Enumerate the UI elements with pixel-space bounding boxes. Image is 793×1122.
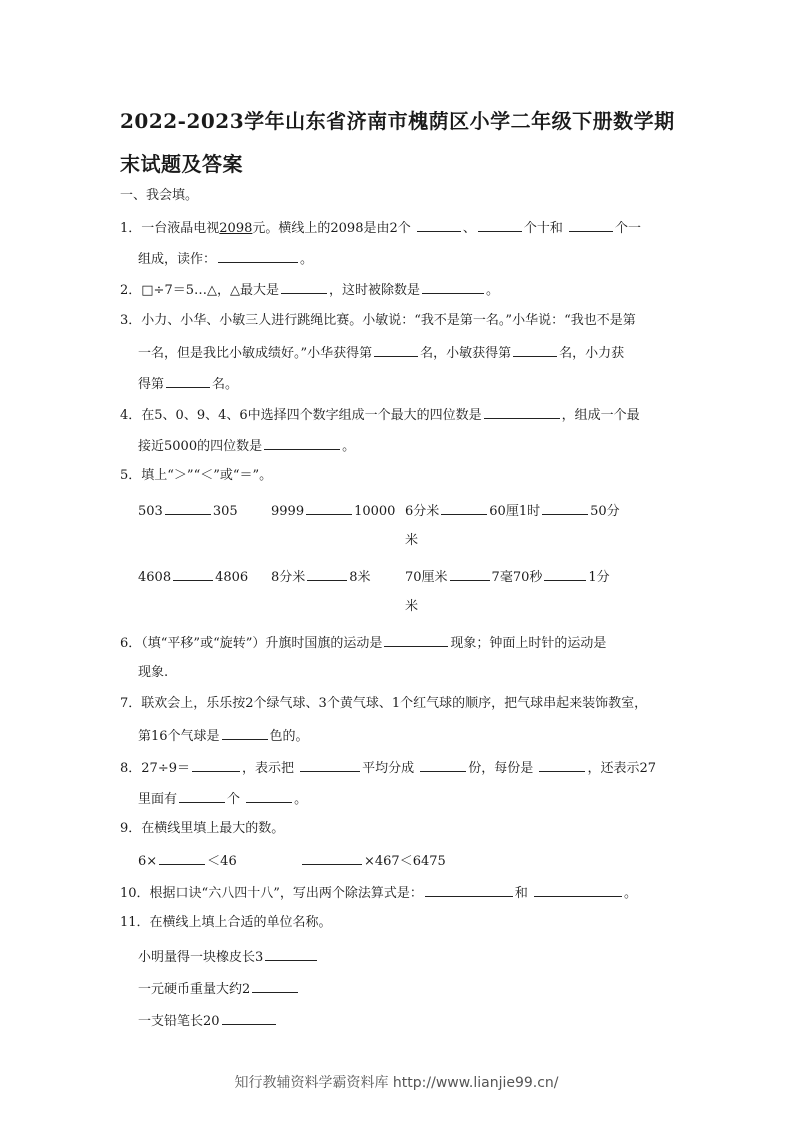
question-9-heading: 9．在横线里填上最大的数。 xyxy=(120,821,285,836)
q5-r2-middle-3: 7毫70秒 xyxy=(491,570,543,585)
q5-r2-c1 xyxy=(138,568,248,586)
q3-text-d: 名，小力获 xyxy=(559,346,625,361)
q4-answer-blank-1[interactable] xyxy=(484,406,560,419)
q1-answer-blank-1[interactable] xyxy=(417,219,461,232)
q11-text-c: 一元硬币重量大约2 xyxy=(138,982,251,997)
q1-text-e: 个一 xyxy=(615,221,642,236)
q10-answer-blank-1[interactable] xyxy=(425,884,513,897)
q8-text-b: ，表示把 xyxy=(241,761,294,776)
q5-r1-wrap: 米 xyxy=(405,533,419,548)
q5-r1-blank-1[interactable] xyxy=(165,502,211,515)
q11-answer-blank-2[interactable] xyxy=(252,980,298,993)
q1-text-a: 1．一台液晶电视 xyxy=(120,221,220,236)
q1-text-g: 。 xyxy=(300,252,314,267)
q8-answer-blank-2[interactable] xyxy=(300,759,360,772)
question-7-line1: 7．联欢会上，乐乐按2个绿气球、3个黄气球、1个红气球的顺序，把气球串起来装饰教室， xyxy=(120,696,648,711)
q8-text-c: 平均分成 xyxy=(362,761,415,776)
question-5-heading: 5．填上“＞”“＜”或“＝”。 xyxy=(120,468,273,483)
q3-text-f: 名。 xyxy=(212,377,239,392)
q5-r2-right-1: 4806 xyxy=(215,570,249,585)
question-8-line2 xyxy=(138,790,307,808)
q7-text-b: 第16个气球是 xyxy=(138,729,220,744)
q11-text-d: 一支铅笔长20 xyxy=(138,1014,220,1029)
q5-r1-left-3: 6分米 xyxy=(405,504,440,519)
question-7-line2 xyxy=(138,727,309,745)
q8-text-d: 份，每份是 xyxy=(468,761,534,776)
q5-r2-c3 xyxy=(405,568,610,586)
question-6-line2: 现象. xyxy=(138,665,169,680)
q5-r1-c2 xyxy=(271,502,395,520)
q5-r2-blank-2[interactable] xyxy=(307,568,347,581)
q2-answer-blank-2[interactable] xyxy=(422,281,484,294)
q8-text-g: 个 xyxy=(227,792,241,807)
q5-r2-c2 xyxy=(271,568,371,586)
question-3-line2 xyxy=(138,344,624,362)
q7-answer-blank[interactable] xyxy=(222,727,268,740)
q8-text-a: 8．27÷9＝ xyxy=(120,761,190,776)
q2-text-b: ，这时被除数是 xyxy=(328,283,420,298)
q1-text-f: 组成，读作： xyxy=(138,252,217,267)
q8-answer-blank-4[interactable] xyxy=(539,759,585,772)
question-3-line3 xyxy=(138,375,238,393)
q4-text-b: ，组成一个最 xyxy=(561,408,640,423)
q5-r2-left-1: 4608 xyxy=(138,570,172,585)
q5-r1-left-1: 503 xyxy=(138,504,163,519)
q5-r2-blank-1[interactable] xyxy=(173,568,213,581)
q9-text-b: 6× xyxy=(138,854,158,869)
q8-text-f: 里面有 xyxy=(138,792,178,807)
q5-r1-c3 xyxy=(405,502,620,520)
q2-text-a: 2．□÷7＝5…△，△最大是 xyxy=(120,283,279,298)
question-1-line1 xyxy=(120,219,641,237)
q5-r1-blank-4[interactable] xyxy=(542,502,588,515)
q8-text-e: ，还表示27 xyxy=(587,761,656,776)
question-8-line1 xyxy=(120,759,656,777)
question-4-line2 xyxy=(138,437,355,455)
question-6-line1 xyxy=(120,634,606,652)
q7-text-c: 色的。 xyxy=(269,729,309,744)
q5-r1-right-2: 10000 xyxy=(354,504,396,519)
q8-answer-blank-5[interactable] xyxy=(179,790,225,803)
question-9-item-1 xyxy=(138,852,237,870)
question-9-item-2 xyxy=(300,852,446,870)
q10-answer-blank-2[interactable] xyxy=(534,884,622,897)
q5-r2-blank-3[interactable] xyxy=(450,568,490,581)
q4-answer-blank-2[interactable] xyxy=(264,437,340,450)
q1-text-d: 个十和 xyxy=(523,221,563,236)
q11-answer-blank-3[interactable] xyxy=(222,1012,276,1025)
q1-answer-blank-2[interactable] xyxy=(478,219,522,232)
q5-r2-wrap: 米 xyxy=(405,599,419,614)
q8-answer-blank-1[interactable] xyxy=(192,759,240,772)
q2-answer-blank-1[interactable] xyxy=(281,281,327,294)
q2-text-c: 。 xyxy=(486,283,500,298)
q5-r1-left-2: 9999 xyxy=(271,504,305,519)
q4-text-d: 。 xyxy=(342,439,356,454)
doc-title-line1: 2022-2023学年山东省济南市槐荫区小学二年级下册数学期 xyxy=(120,109,675,133)
q11-answer-blank-1[interactable] xyxy=(265,948,317,961)
q5-r1-middle-3: 60厘1时 xyxy=(489,504,541,519)
question-11-item-1 xyxy=(138,948,319,966)
q6-text-a: 6．（填“平移”或“旋转”）升旗时国旗的运动是 xyxy=(120,636,383,651)
q10-text-c: 。 xyxy=(624,886,638,901)
q10-text-b: 和 xyxy=(514,886,528,901)
q1-tv-price: 2098 xyxy=(219,221,253,236)
q5-r1-right-4: 50分 xyxy=(590,504,620,519)
question-1-line2 xyxy=(138,250,313,268)
q8-text-h: 。 xyxy=(294,792,308,807)
q3-answer-blank-2[interactable] xyxy=(513,344,557,357)
q5-r2-left-2: 8分米 xyxy=(271,570,306,585)
q5-r2-left-3: 70厘米 xyxy=(405,570,448,585)
q4-text-c: 接近5000的四位数是 xyxy=(138,439,263,454)
q5-r1-blank-2[interactable] xyxy=(306,502,352,515)
q5-r2-right-2: 8米 xyxy=(349,570,371,585)
section-heading: 一、我会填。 xyxy=(120,188,199,203)
question-11-item-3 xyxy=(138,1012,278,1030)
doc-title-line2: 末试题及答案 xyxy=(120,152,243,176)
q1-text-c: 、 xyxy=(462,221,476,236)
q9-text-d: ×467＜6475 xyxy=(364,854,446,869)
q3-text-e: 得第 xyxy=(138,377,165,392)
q5-r1-right-1: 305 xyxy=(212,504,238,519)
q9-answer-blank-2[interactable] xyxy=(302,852,362,865)
q5-r2-right-4: 1分 xyxy=(588,570,610,585)
q6-text-b: 现象；钟面上时针的运动是 xyxy=(450,636,607,651)
question-3-line1: 3．小力、小华、小敏三人进行跳绳比赛。小敏说：“我不是第一名。”小华说：“我也不是第 xyxy=(120,313,636,328)
q3-text-c: 名，小敏获得第 xyxy=(420,346,512,361)
q3-answer-blank-1[interactable] xyxy=(374,344,418,357)
q8-answer-blank-3[interactable] xyxy=(420,759,466,772)
q9-text-c: ＜46 xyxy=(207,854,237,869)
q4-text-a: 4．在5、0、9、4、6中选择四个数字组成一个最大的四位数是 xyxy=(120,408,482,423)
question-4-line1 xyxy=(120,406,640,424)
q6-answer-blank-1[interactable] xyxy=(384,634,448,647)
q5-r1-blank-3[interactable] xyxy=(441,502,487,515)
question-10 xyxy=(120,884,637,902)
q11-text-b: 小明量得一块橡皮长3 xyxy=(138,950,264,965)
q5-r2-blank-4[interactable] xyxy=(544,568,586,581)
question-2 xyxy=(120,281,499,299)
q1-answer-blank-4[interactable] xyxy=(218,250,298,263)
q3-text-b: 一名，但是我比小敏成绩好。”小华获得第 xyxy=(138,346,373,361)
q1-text-b: 元。横线上的2098是由2个 xyxy=(252,221,411,236)
q1-answer-blank-3[interactable] xyxy=(569,219,613,232)
q9-answer-blank-1[interactable] xyxy=(159,852,205,865)
q10-text-a: 10．根据口诀“六八四十八”，写出两个除法算式是： xyxy=(120,886,423,901)
question-11-heading: 11．在横线上填上合适的单位名称。 xyxy=(120,915,332,930)
question-11-item-2 xyxy=(138,980,300,998)
q5-r1-c1 xyxy=(138,502,238,520)
q3-answer-blank-3[interactable] xyxy=(166,375,210,388)
q8-answer-blank-6[interactable] xyxy=(246,790,292,803)
page-footer: 知行教辅资料学霸资料库 http://www.lianjie99.cn/ xyxy=(234,1075,559,1091)
